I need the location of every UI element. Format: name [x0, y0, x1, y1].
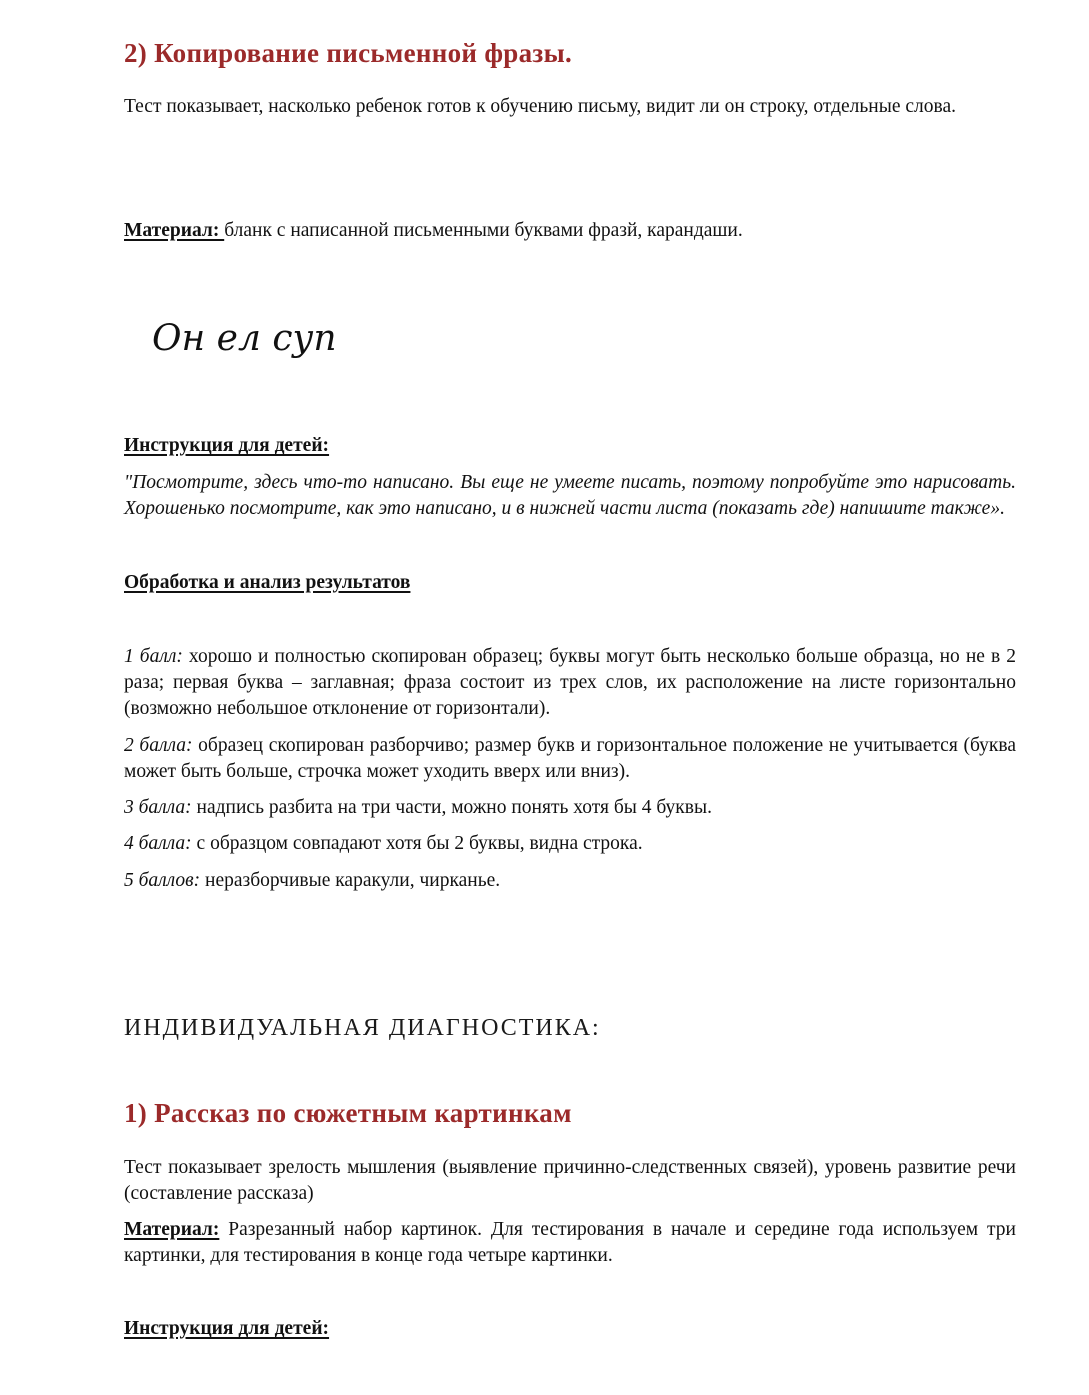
individual-material-label: Материал:	[124, 1219, 220, 1240]
individual-instruction-label-text: Инструкция для детей:	[124, 1318, 330, 1339]
score-text: образец скопирован разборчиво; размер букв и горизонтальное положение не учитывается (буква может быть больше, строчка может уходить вверх или вниз).	[124, 735, 1016, 782]
analysis-label-text: Обработка и анализ результатов	[124, 572, 411, 593]
material-paragraph	[124, 218, 1016, 244]
section-description: Тест показывает, насколько ребенок готов к обучению письму, видит ли он строку, отдельные слова.	[124, 96, 956, 117]
score-item	[124, 868, 1016, 894]
score-item	[124, 644, 1016, 722]
score-label: 1 балл:	[124, 646, 183, 667]
score-label: 4 балла:	[124, 833, 192, 854]
analysis-label	[124, 570, 1016, 596]
individual-material-text: Разрезанный набор картинок. Для тестирования в начале и середине года используем три картинки, для тестирования в конце года четыре картинки.	[124, 1219, 1016, 1266]
score-label: 5 баллов:	[124, 870, 201, 891]
instruction-label	[124, 433, 1016, 459]
handwritten-sample: Он ел суп	[152, 318, 337, 359]
score-item	[124, 795, 1016, 821]
instruction-label-text: Инструкция для детей:	[124, 435, 330, 456]
individual-material-paragraph	[124, 1217, 1016, 1269]
score-label: 2 балла:	[124, 735, 193, 756]
score-text: с образцом совпадают хотя бы 2 буквы, видна строка.	[191, 833, 643, 854]
individual-instruction-label	[124, 1316, 1016, 1342]
score-label: 3 балла:	[124, 797, 192, 818]
score-text: неразборчивые каракули, чирканье.	[200, 870, 501, 891]
material-text: бланк с написанной письменными буквами фразй, карандаши.	[224, 220, 743, 241]
individual-heading: ИНДИВИДУАЛЬНАЯ ДИАГНОСТИКА:	[124, 1015, 601, 1041]
individual-description: Тест показывает зрелость мышления (выявление причинно-следственных связей), уровень развитие речи (составление рассказа)	[124, 1157, 1016, 1204]
score-item	[124, 733, 1016, 785]
individual-title: 1) Рассказ по сюжетным картинкам	[124, 1098, 572, 1128]
score-text: хорошо и полностью скопирован образец; буквы могут быть несколько больше образца, но не в 2 раза; первая буква – заглавная; фраза состоит из трех слов, их расположение на листе горизонтально (возможно небольшое отклонение от горизонтали).	[124, 646, 1017, 719]
score-item	[124, 831, 1016, 857]
score-text: надпись разбита на три части, можно понять хотя бы 4 буквы.	[191, 797, 712, 818]
instruction-text: "Посмотрите, здесь что-то написано. Вы еще не умеете писать, поэтому попробуйте это нарисовать. Хорошенько посмотрите, как это написано, и в нижней части листа (показать где) напишите также».	[124, 472, 1016, 519]
material-label: Материал:	[124, 220, 225, 241]
section-title: 2) Копирование письменной фразы.	[124, 38, 573, 68]
